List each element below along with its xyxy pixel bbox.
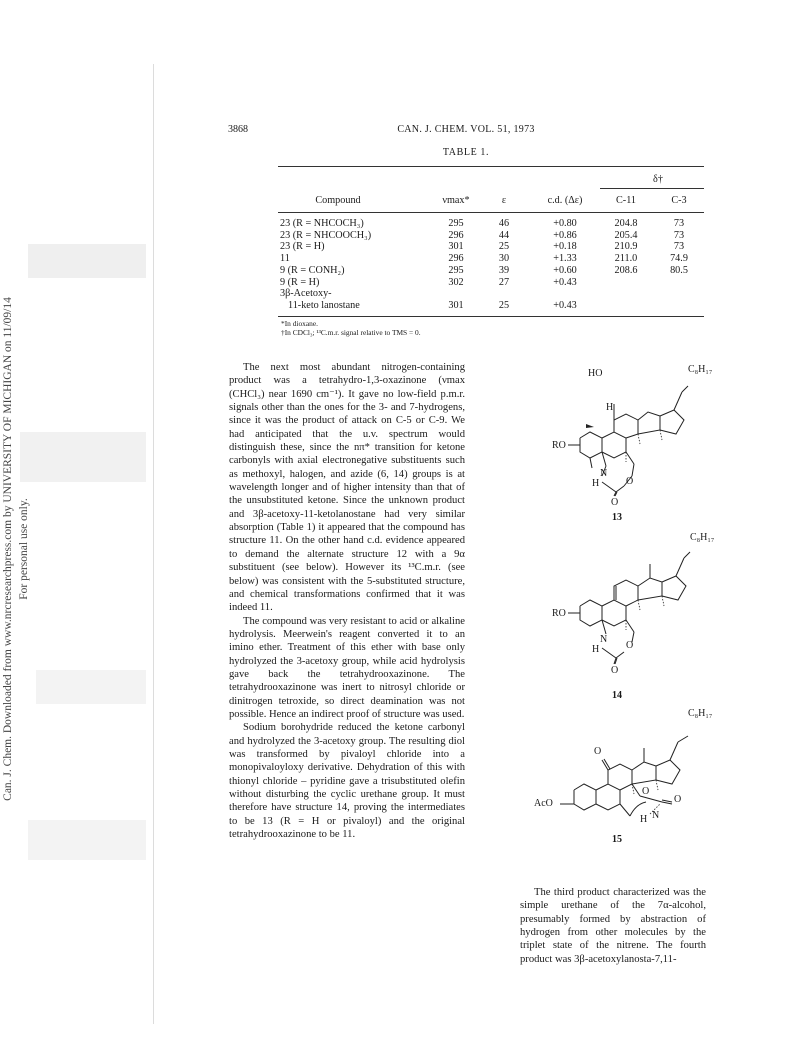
atom-H: H [606, 402, 614, 413]
table-cell-eps: 25 [498, 299, 510, 311]
atom-H: H [640, 814, 648, 825]
paragraph-3: Sodium borohydride reduced the ketone carbonyl and hydrolyzed the 3-acetoxy group. The resulting diol was transformed by pivaloyl chloride into a monopivaloyloxy derivative. Dehydration of this with thionyl chloride – pyridine gave a trisubstituted olefin without disturbing the cyclic urethane group. It must therefore have structure 14, proving the intermediates to be 13 (R = H or pivaloyl) and the original tetrahydrooxazinone to be 11. [229, 722, 465, 841]
compound-label-14: 14 [612, 690, 622, 701]
table-cell-vmax: 302 [448, 276, 464, 288]
paragraph-1: The next most abundant nitrogen-containing product was a tetrahydro-1,3-oxazinone (νmax (CHCl₃) near 1690 cm⁻¹). It gave no low-field p.m.r. signals other than the ones for the 3- and 7-hydrogens, since it was the product of attack on C-5 or C-9. We had anticipated that the u.v. spectrum would distinguish these, since the nπ* transition for ketone carbonyls with axial electronegative substituents such as methoxyl, halogen, and azide (6, 14) groups is at wavelength longer and of higher intensity than that of the unsubstituted ketone. Since the unknown product and 3β-acetoxy-11-ketolanostane had very similar absorption (Table 1) it appeared that the compound has structure 11. On the other hand c.d. evidence appeared to demand the alternate structure 12 with a 9α substituent (see below). However its ¹³C.m.r. (see below) was consistent with the 5-substituted structure, and chemical transformations confirmed that it was indeed 11. [229, 362, 465, 614]
atom-ring-O: O [626, 476, 634, 487]
atom-NH: H [592, 478, 600, 489]
atom-N: N [652, 810, 660, 821]
table-cell-c11: 211.0 [614, 253, 638, 265]
structure-13-drawing [528, 364, 728, 514]
watermark-line1: Can. J. Chem. Downloaded from www.nrcresearchpress.com by UNIVERSITY OF MICHIGAN on 11/09/14 [2, 297, 14, 801]
scan-noise [28, 820, 146, 860]
table-row [278, 230, 704, 242]
atom-RO: RO [552, 440, 566, 451]
table-cell-compound: 3β-Acetoxy- [280, 288, 332, 300]
table-cell-c11: 204.8 [614, 218, 638, 229]
table-cell-eps: 44 [498, 229, 510, 241]
table-cell-c3: 73 [673, 241, 685, 253]
table-cell-cd: +1.33 [553, 253, 577, 265]
left-text-column [229, 361, 465, 841]
col-header-compound: Compound [315, 195, 361, 206]
table-caption: TABLE 1. [442, 147, 490, 158]
atom-carbonyl-O: O [611, 665, 619, 676]
structure-15-drawing [524, 706, 734, 836]
compound-label-15: 15 [612, 834, 622, 845]
table-cell-compound: 23 (R = NHCOCH₃) [280, 218, 364, 229]
scan-noise [28, 244, 146, 278]
table-cell-c3: 80.5 [670, 264, 688, 276]
atom-AcO: AcO [534, 798, 553, 809]
footnote-2: †In CDCl₃; ¹³C.m.r. signal relative to TMS = 0. [281, 328, 421, 337]
right-text-column [520, 886, 706, 966]
table-row [278, 253, 704, 265]
atom-N: N [600, 634, 608, 645]
table-cell-c11: 205.4 [614, 229, 638, 241]
table-cell-compound: 9 (R = H) [280, 276, 320, 288]
table-cell-compound: 11 [280, 253, 290, 265]
table-cell-cd: +0.80 [553, 218, 577, 229]
scan-noise [36, 670, 146, 704]
table-cell-compound: 23 (R = H) [280, 241, 325, 253]
table-cell-compound: 11-keto lanostane [288, 299, 360, 311]
download-watermark [0, 269, 36, 829]
structure-14-drawing [540, 532, 730, 682]
page-header [228, 124, 704, 138]
table-cell-eps: 27 [498, 276, 510, 288]
table-cell-cd: +0.86 [553, 229, 577, 241]
structure-14 [540, 532, 730, 682]
table-bottom-rule [278, 316, 704, 317]
table-cell-vmax: 301 [448, 241, 464, 253]
table-top-rule [278, 166, 704, 167]
sidechain-C8H17: C₈H₁₇ [688, 364, 713, 375]
table-cell-eps: 46 [498, 218, 510, 229]
atom-N: N [600, 468, 608, 479]
table-cell-eps: 39 [498, 264, 510, 276]
table-row [278, 218, 704, 230]
delta-header: δ† [653, 174, 663, 185]
table-cell-c3: 73 [673, 229, 685, 241]
table-cell-vmax: 301 [448, 299, 464, 311]
table-cell-compound: 23 (R = NHCOOCH₃) [280, 229, 372, 241]
col-header-c3: C-3 [671, 195, 687, 206]
table-row [278, 265, 704, 277]
table-cell-cd: +0.43 [553, 299, 577, 311]
table-cell-vmax: 295 [448, 264, 464, 276]
delta-rule [600, 188, 704, 189]
atom-HO: HO [588, 368, 603, 379]
table-row [278, 300, 704, 312]
table-cell-vmax: 295 [448, 218, 464, 229]
atom-RO: RO [552, 608, 566, 619]
table-header-rule [278, 212, 704, 213]
structure-15 [524, 706, 734, 836]
col-header-vmax: νmax* [442, 195, 470, 206]
atom-ketone-O: O [594, 746, 602, 757]
sidechain-C8H17: C₈H₁₇ [688, 708, 713, 719]
table-footnotes [281, 319, 421, 337]
structure-13 [528, 364, 728, 514]
table-cell-eps: 25 [498, 241, 510, 253]
scan-margin-line [153, 64, 154, 1024]
col-header-epsilon: ε [501, 195, 507, 206]
table-cell-eps: 30 [498, 253, 510, 265]
col-header-c11: C-11 [616, 195, 636, 206]
table-cell-c11: 208.6 [614, 264, 638, 276]
right-paragraph: The third product characterized was the simple urethane of the 7α-alcohol, presumably formed by abstraction of hydrogen from other molecules by the triplet state of the nitrene. The fourth product was 3β-acetoxylanosta-7,11- [520, 887, 706, 965]
page-number: 3868 [228, 124, 248, 135]
table-cell-vmax: 296 [448, 253, 464, 265]
table-row [278, 288, 704, 300]
compound-label-13: 13 [612, 512, 622, 523]
footnote-1: *In dioxane. [281, 319, 318, 328]
table-cell-c3: 74.9 [670, 253, 688, 265]
table-cell-cd: +0.43 [553, 276, 577, 288]
journal-header: CAN. J. CHEM. VOL. 51, 1973 [397, 124, 535, 135]
scan-noise [20, 432, 146, 482]
table-cell-c3: 73 [673, 218, 685, 229]
table-cell-c11: 210.9 [614, 241, 638, 253]
sidechain-C8H17: C₈H₁₇ [690, 532, 715, 543]
table-cell-cd: +0.18 [553, 241, 577, 253]
table-cell-compound: 9 (R = CONH₂) [280, 264, 345, 276]
atom-NH: H [592, 644, 600, 655]
atom-carbonyl-O: O [674, 794, 682, 805]
atom-carbonyl-O: O [611, 497, 619, 508]
table-cell-vmax: 296 [448, 229, 464, 241]
col-header-cd: c.d. (Δε) [547, 195, 583, 206]
table-row [278, 277, 704, 289]
atom-ring-O: O [626, 640, 634, 651]
atom-ring-O: O [642, 786, 650, 797]
paragraph-2: The compound was very resistant to acid or alkaline hydrolysis. Meerwein's reagent converted it to an imino ether. Treatment of this ether with base only hydrolyzed the 3-acetoxy group, while acid hydrolysis gave back the tetrahydrooxazinone. The tetrahydrooxazinone was inert to nitrosyl chloride or dinitrogen tetroxide, so direct deamination was not possible. Hence an indirect proof of structure was used. [229, 615, 465, 720]
table-row [278, 241, 704, 253]
table-cell-cd: +0.60 [553, 264, 577, 276]
watermark-line2: For personal use only. [18, 498, 30, 600]
